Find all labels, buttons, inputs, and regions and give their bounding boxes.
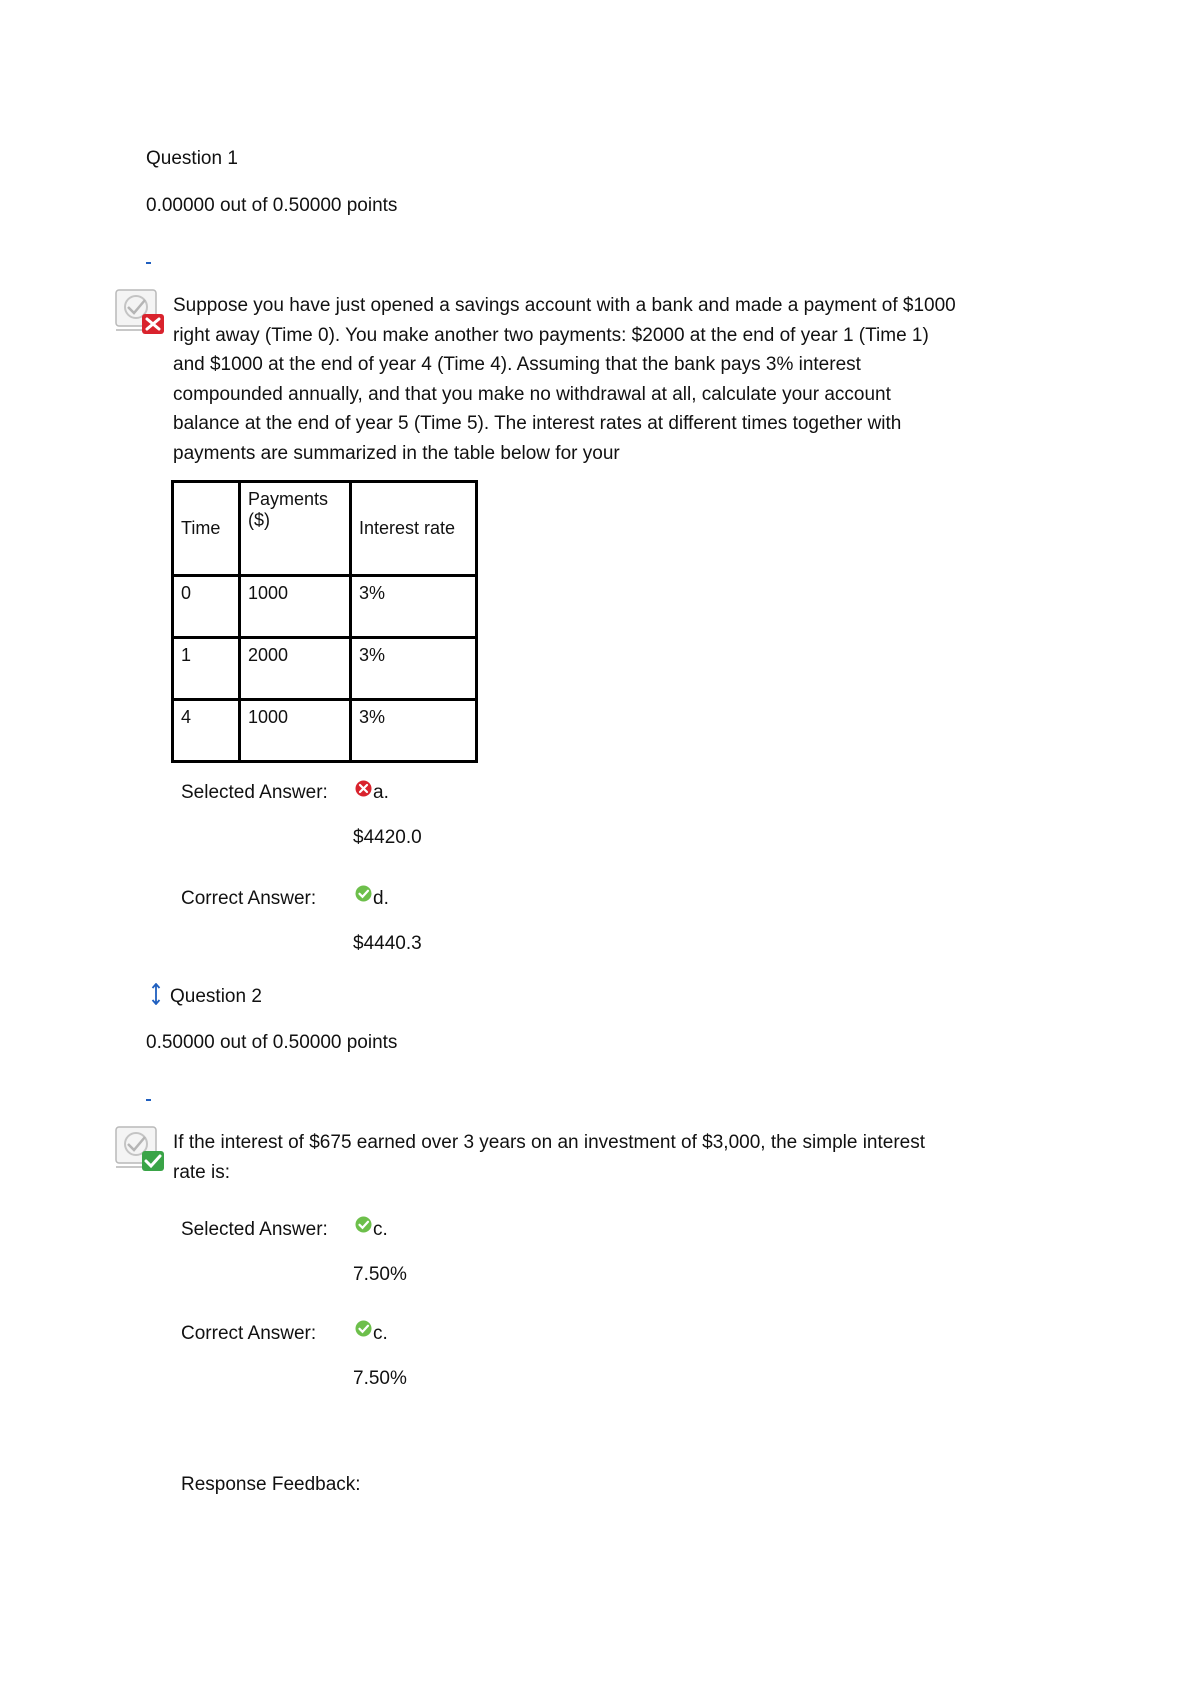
question-1-text-line: Suppose you have just opened a savings account with a bank and made a payment of $1000	[173, 295, 956, 316]
correct-answer-letter: c.	[373, 1323, 388, 1344]
selected-answer-label: Selected Answer:	[181, 782, 328, 803]
correct-answer-value: 7.50%	[353, 1368, 407, 1389]
question-1-text-line: right away (Time 0). You make another two payments: $2000 at the end of year 1 (Time 1)	[173, 324, 929, 346]
collapse-toggle[interactable]	[146, 1099, 151, 1101]
table-cell: 1	[173, 638, 240, 700]
table-row	[173, 700, 477, 762]
table-cell: 4	[173, 700, 240, 762]
question-2-text-line: rate is:	[173, 1161, 231, 1183]
correct-icon	[355, 1216, 372, 1233]
table-row	[173, 638, 477, 700]
table-cell: 1000	[240, 700, 351, 762]
table-cell: 2000	[240, 638, 351, 700]
correct-icon	[355, 885, 372, 902]
table-cell: 1000	[240, 576, 351, 638]
selected-answer-value: 7.50%	[353, 1264, 407, 1285]
table-header-cell: Payments ($)	[240, 482, 351, 576]
table-header-cell: Time	[173, 482, 240, 576]
table-row	[173, 576, 477, 638]
response-feedback-label: Response Feedback:	[181, 1474, 361, 1495]
table-cell: 3%	[351, 638, 477, 700]
question-1-text-line: balance at the end of year 5 (Time 5). The interest rates at different times together with	[173, 413, 902, 434]
question-2-text	[173, 1128, 1023, 1187]
correct-answer-letter: d.	[373, 888, 389, 909]
selected-answer-letter: a.	[373, 782, 389, 803]
payments-table	[171, 480, 478, 763]
selected-answer-label: Selected Answer:	[181, 1219, 328, 1240]
correct-answer-value: $4440.3	[353, 933, 422, 954]
question-1-title: Question 1	[146, 148, 238, 169]
question-incorrect-icon	[114, 288, 166, 336]
question-1-text-line: payments are summarized in the table below for your	[173, 442, 620, 464]
table-cell: 3%	[351, 576, 477, 638]
question-2-text-line: If the interest of $675 earned over 3 years on an investment of $3,000, the simple interest	[173, 1132, 926, 1153]
correct-answer-label: Correct Answer:	[181, 1323, 317, 1344]
selected-answer-letter: c.	[373, 1219, 388, 1240]
question-1-score: 0.00000 out of 0.50000 points	[146, 195, 398, 216]
question-2-title: Question 2	[170, 986, 262, 1007]
incorrect-icon	[355, 780, 372, 797]
collapse-toggle[interactable]	[146, 262, 151, 264]
question-2-score: 0.50000 out of 0.50000 points	[146, 1032, 398, 1053]
question-1-text-line: and $1000 at the end of year 4 (Time 4). Assuming that the bank pays 3% interest	[173, 354, 861, 375]
selected-answer-value: $4420.0	[353, 827, 422, 848]
correct-answer-label: Correct Answer:	[181, 888, 317, 909]
question-correct-icon	[114, 1125, 166, 1173]
question-1-text-line: compounded annually, and that you make no withdrawal at all, calculate your account	[173, 383, 891, 405]
question-1-text	[173, 291, 1023, 468]
reorder-arrows-icon[interactable]	[151, 983, 161, 1005]
table-cell: 0	[173, 576, 240, 638]
table-header-row	[173, 482, 477, 576]
table-header-cell: Interest rate	[351, 482, 477, 576]
correct-icon	[355, 1320, 372, 1337]
table-cell: 3%	[351, 700, 477, 762]
